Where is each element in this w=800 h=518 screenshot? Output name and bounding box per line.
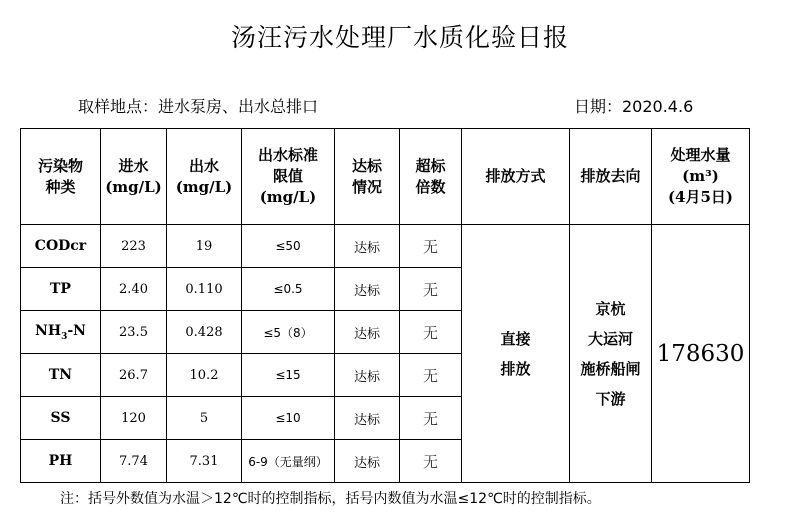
status-value: 达标 (335, 268, 400, 311)
influent-value: 26.7 (101, 354, 167, 397)
header-limit: 出水标准 限值 (mg/L) (242, 129, 335, 225)
effluent-value: 19 (167, 225, 242, 268)
header-multiple: 超标 倍数 (400, 129, 462, 225)
pollutant-name: SS (21, 397, 101, 440)
pollutant-name: CODcr (21, 225, 101, 268)
header-influent: 进水 (mg/L) (101, 129, 167, 225)
effluent-value: 7.31 (167, 440, 242, 483)
treated-volume-value: 178630 (652, 225, 750, 483)
multiple-value: 无 (400, 397, 462, 440)
header-effluent: 出水 (mg/L) (167, 129, 242, 225)
effluent-value: 0.110 (167, 268, 242, 311)
limit-value: 6-9（无量纲） (242, 440, 335, 483)
limit-value: ≤0.5 (242, 268, 335, 311)
header-row (21, 129, 750, 225)
header-volume: 处理水量 (m³) (4月5日) (652, 129, 750, 225)
limit-value: ≤50 (242, 225, 335, 268)
multiple-value: 无 (400, 440, 462, 483)
report-date: 日期：2020.4.6 (574, 97, 694, 116)
discharge-destination-cell: 京杭 大运河 施桥船闸 下游 (570, 225, 652, 483)
multiple-value: 无 (400, 311, 462, 354)
sampling-location: 取样地点：进水泵房、出水总排口 (78, 97, 319, 116)
status-value: 达标 (335, 311, 400, 354)
pollutant-name: PH (21, 440, 101, 483)
header-discharge-method: 排放方式 (462, 129, 570, 225)
status-value: 达标 (335, 440, 400, 483)
influent-value: 7.74 (101, 440, 167, 483)
multiple-value: 无 (400, 225, 462, 268)
table-row (21, 225, 750, 268)
limit-value: ≤10 (242, 397, 335, 440)
effluent-value: 0.428 (167, 311, 242, 354)
influent-value: 120 (101, 397, 167, 440)
effluent-value: 10.2 (167, 354, 242, 397)
pollutant-name: TP (21, 268, 101, 311)
pollutant-name: $NH_3-N$ (21, 311, 101, 354)
limit-value: ≤15 (242, 354, 335, 397)
influent-value: 23.5 (101, 311, 167, 354)
report-title: 汤汪污水处理厂水质化验日报 (230, 23, 569, 52)
multiple-value: 无 (400, 268, 462, 311)
water-quality-table (20, 128, 750, 483)
pollutant-name: TN (21, 354, 101, 397)
limit-value: ≤5（8） (242, 311, 335, 354)
influent-value: 223 (101, 225, 167, 268)
footnote: 注：括号外数值为水温＞12℃时的控制指标，括号内数值为水温≤12℃时的控制指标。 (60, 491, 601, 507)
discharge-method-cell: 直接 排放 (462, 225, 570, 483)
effluent-value: 5 (167, 397, 242, 440)
influent-value: 2.40 (101, 268, 167, 311)
status-value: 达标 (335, 397, 400, 440)
header-discharge-destination: 排放去向 (570, 129, 652, 225)
multiple-value: 无 (400, 354, 462, 397)
status-value: 达标 (335, 225, 400, 268)
header-pollutant: 污染物 种类 (21, 129, 101, 225)
status-value: 达标 (335, 354, 400, 397)
header-status: 达标 情况 (335, 129, 400, 225)
